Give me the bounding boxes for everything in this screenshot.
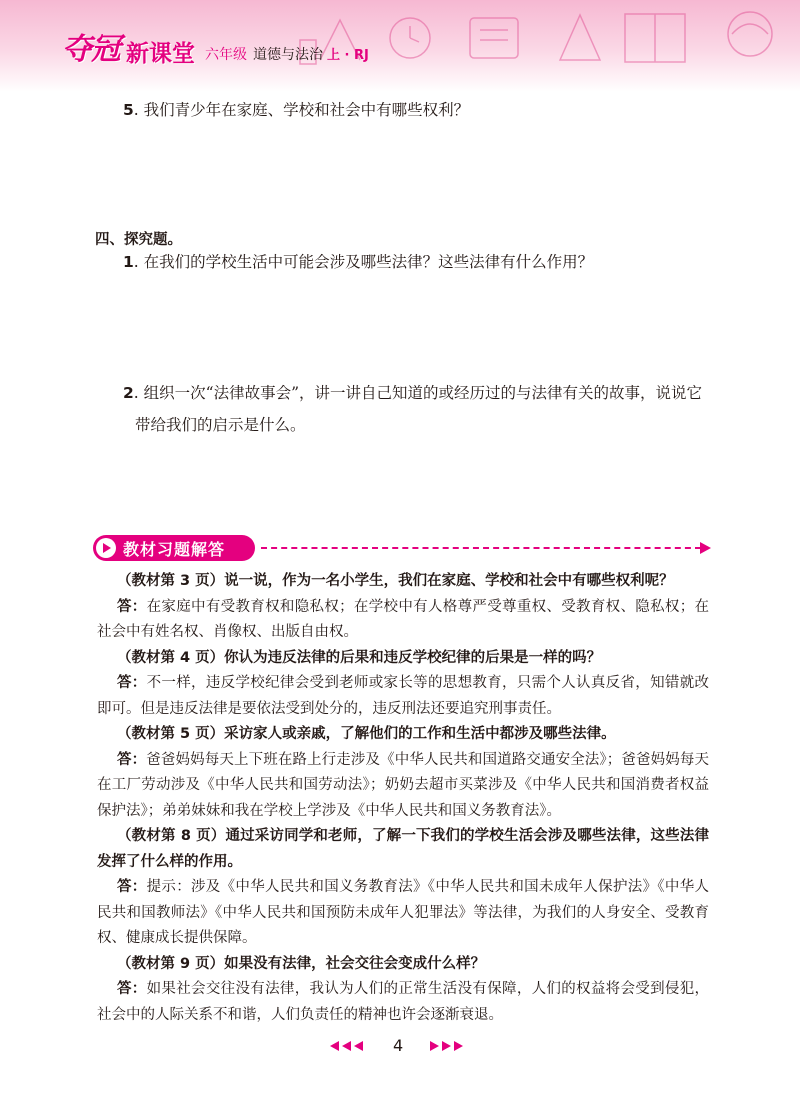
question-text: . 我们青少年在家庭、学校和社会中有哪些权利？ [133,101,470,119]
answer-question: （教材第 4 页）你认为违反法律的后果和违反学校纪律的后果是一样的吗？ [117,649,602,666]
answer-question: （教材第 8 页）通过采访同学和老师，了解一下我们的学校生活会涉及哪些法律，这些法律发挥了什么样的作用。 [97,828,709,870]
answer-question: （教材第 5 页）采访家人或亲戚，了解他们的工作和生活中都涉及哪些法律。 [117,726,616,742]
answer-text: 答：如果社会交往没有法律，我认为人们的正常生活没有保障，人们的权益将会受到侵犯，社会中的人际关系不和谐，人们负责任的精神也许会逐渐衰退。 [97,981,710,1023]
triangle-right-icon [430,1041,439,1051]
answer-text: 答：爸爸妈妈每天上下班在路上行走涉及《中华人民共和国道路交通安全法》；爸爸妈妈每天在工厂劳动涉及《中华人民共和国劳动法》；奶奶去超市买菜涉及《中华人民共和国消费者权益保护法》；弟弟妹妹和我在学校上学涉及《中华人民共和国义务教育法》。 [97,751,710,819]
question-number: 2 [123,384,134,402]
question-5 [123,98,469,122]
play-icon [96,538,116,558]
textbook-answers-banner [93,535,713,561]
answer-question: （教材第 3 页）说一说，作为一名小学生，我们在家庭、学校和社会中有哪些权利呢？ [117,573,674,589]
brand-logo-text: 夺冠 [62,32,120,67]
page-number: 4 [393,1036,404,1055]
answer-text: 答：在家庭中有受教育权和隐私权；在学校中有人格尊严受尊重权、受教育权、隐私权；在社会中有姓名权、肖像权、出版自由权。 [97,598,710,640]
page-header [0,0,800,92]
subject-label: 道德与法治 [253,47,323,63]
grade-label: 六年级 [205,47,247,63]
inquiry-question-1 [123,250,593,274]
inquiry-question-2 [123,381,702,437]
edition-label: 上 · RJ [327,48,369,63]
arrow-right-icon [700,542,711,554]
brand-block [62,24,369,68]
question-text-line1: . 组织一次“法律故事会”，讲一讲自己知道的或经历过的与法律有关的故事，说说它 [133,384,703,402]
triangle-right-icon [454,1041,463,1051]
question-text: . 在我们的学校生活中可能会涉及哪些法律？这些法律有什么作用？ [133,253,594,271]
answer-text: 答：提示：涉及《中华人民共和国义务教育法》《中华人民共和国未成年人保护法》《中华人民共和国教师法》《中华人民共和国预防未成年人犯罪法》等法律，为我们的人身安全、受教育权、健康成长提供保障。 [97,879,710,946]
question-number: 5 [123,101,134,119]
triangle-left-icon [342,1041,351,1051]
answer-question: （教材第 9 页）如果没有法律，社会交往会变成什么样？ [117,955,486,972]
answers-block [97,569,709,1028]
question-number: 1 [123,253,134,271]
triangle-left-icon [354,1041,363,1051]
triangle-right-icon [442,1041,451,1051]
dashed-divider [261,547,701,549]
triangle-left-icon [330,1041,339,1051]
page-footer [0,1036,800,1058]
answer-text: 答：不一样，违反学校纪律会受到老师或家长等的思想教育，只需个人认真反省，知错就改即可。但是违反法律是要依法受到处分的，违反刑法还要追究刑事责任。 [97,675,710,717]
section-heading-inquiry: 四、探究题。 [95,232,182,248]
banner-title: 教材习题解答 [123,540,226,559]
question-text-line2: 带给我们的启示是什么。 [135,416,306,434]
brand-series-text: 新课堂 [126,41,195,67]
